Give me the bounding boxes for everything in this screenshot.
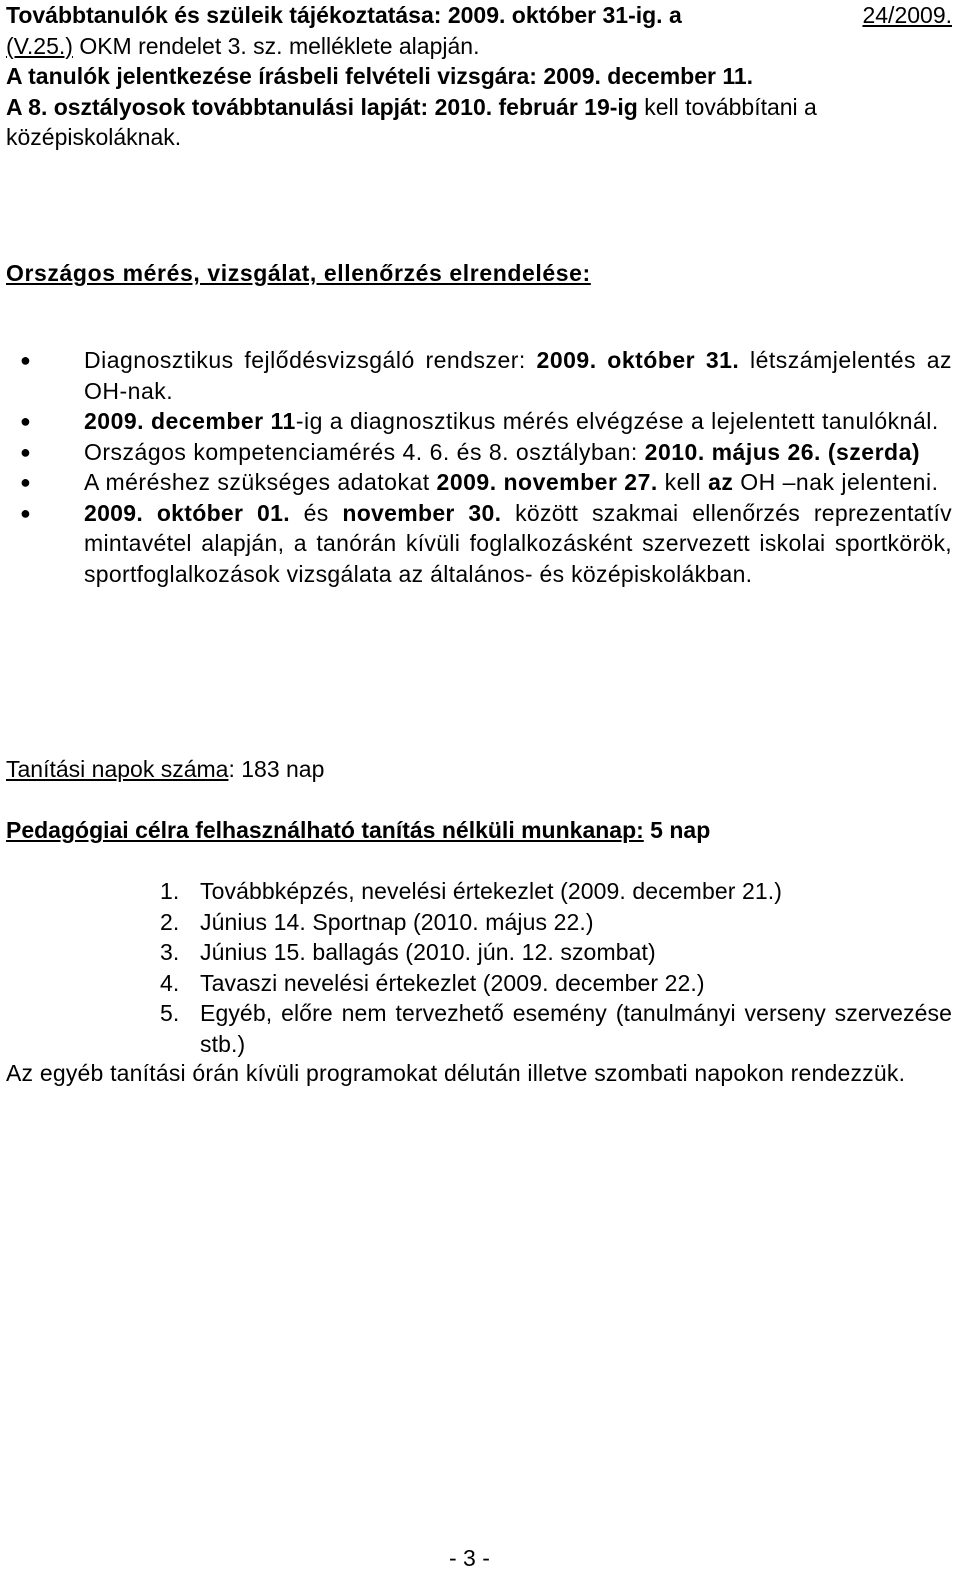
list-item xyxy=(6,876,952,907)
list-item xyxy=(6,406,952,437)
nonteaching-days-label: Pedagógiai célra felhasználható tanítás nélküli munkanap: xyxy=(6,817,644,843)
item-text: Június 15. ballagás (2010. jún. 12. szombat) xyxy=(200,939,656,965)
closing-paragraph: Az egyéb tanítási órán kívüli programokat délután illetve szombati napokon rendezzük. xyxy=(6,1060,906,1086)
intro-section xyxy=(6,0,952,153)
item-date: 2009. október 01. xyxy=(84,499,290,526)
nonteaching-days-value: 5 nap xyxy=(643,817,711,843)
item-number: 3. xyxy=(160,939,180,965)
teaching-days-value: : 183 nap xyxy=(228,756,325,782)
item-text: Diagnosztikus fejlődésvizsgáló rendszer: xyxy=(84,347,526,373)
list-item xyxy=(6,907,952,938)
item-date: 2010. május 26. (szerda) xyxy=(644,438,921,465)
section-heading-orszagos: Országos mérés, vizsgálat, ellenőrzés elrendelése: xyxy=(6,260,591,286)
item-text: Továbbképzés, nevelési értekezlet (2009. december 21.) xyxy=(200,878,783,904)
list-item xyxy=(6,968,952,999)
item-number: 5. xyxy=(160,1000,180,1026)
teaching-days-line xyxy=(6,754,324,785)
item-date: 2009. október 31. xyxy=(536,347,740,373)
bullet-icon: ● xyxy=(20,350,32,370)
teaching-days-label: Tanítási napok száma xyxy=(6,756,229,782)
list-item xyxy=(6,937,952,968)
intro-line-3: A tanulók jelentkezése írásbeli felvételi vizsgára: 2009. december 11. xyxy=(6,63,754,89)
item-text: OH –nak jelenteni. xyxy=(740,469,939,495)
intro-line-2 xyxy=(6,31,952,62)
intro-line-2-text: OKM rendelet 3. sz. melléklete alapján. xyxy=(79,32,480,59)
regulation-date-link[interactable]: (V.25.) xyxy=(6,32,73,59)
bullet-icon: ● xyxy=(20,441,32,462)
list-item xyxy=(6,998,952,1059)
item-number: 2. xyxy=(160,908,180,935)
regulation-link[interactable]: 24/2009. xyxy=(862,2,952,28)
item-text: Egyéb, előre nem tervezhető esemény (tanulmányi verseny szervezése stb.) xyxy=(200,1000,952,1057)
page-number: - 3 - xyxy=(449,1545,490,1571)
bullet-icon: ● xyxy=(20,411,32,431)
nonteaching-days-line xyxy=(6,815,710,846)
item-text: között szakmai ellenőrzés reprezentatív mintavétel alapján, a tanórán kívüli foglalkozásként szervezett iskolai sportkörök, sportfoglalkozások vizsgálata az általános- és középiskolákban. xyxy=(84,499,952,587)
intro-line-4-normal: kell továbbítani a xyxy=(644,93,817,120)
item-text: az xyxy=(708,469,734,495)
item-text: Tavaszi nevelési értekezlet (2009. december 22.) xyxy=(200,969,705,996)
item-number: 1. xyxy=(160,878,180,904)
bullet-icon: ● xyxy=(20,502,32,523)
intro-line-1 xyxy=(6,0,952,31)
measurement-list xyxy=(6,345,952,589)
bullet-icon: ● xyxy=(20,472,32,492)
item-date: november 30. xyxy=(342,499,502,526)
item-date: 2009. december 11 xyxy=(84,408,296,434)
item-text: kell xyxy=(664,469,702,495)
item-text: A méréshez szükséges adatokat xyxy=(84,469,430,495)
item-text: létszámjelentés az OH-nak. xyxy=(84,347,953,404)
item-text: és xyxy=(303,499,329,526)
list-item xyxy=(6,437,952,468)
item-text: -ig a diagnosztikus mérés elvégzése a lejelentett tanulóknál. xyxy=(295,408,939,434)
intro-line-4 xyxy=(6,92,952,123)
item-text: Június 14. Sportnap (2010. május 22.) xyxy=(200,908,594,935)
intro-line-4-bold: A 8. osztályosok továbbtanulási lapját: 2010. február 19-ig xyxy=(6,93,638,120)
list-item xyxy=(6,345,952,406)
item-text: Országos kompetenciamérés 4. 6. és 8. osztályban: xyxy=(84,438,638,465)
workday-list xyxy=(6,876,952,1059)
item-number: 4. xyxy=(160,969,180,996)
item-date: 2009. november 27. xyxy=(436,469,658,495)
intro-line-1-text: Továbbtanulók és szüleik tájékoztatása: 2009. október 31-ig. a xyxy=(6,2,682,28)
list-item xyxy=(6,467,952,498)
intro-line-5: középiskoláknak. xyxy=(6,124,182,150)
list-item xyxy=(6,498,952,590)
